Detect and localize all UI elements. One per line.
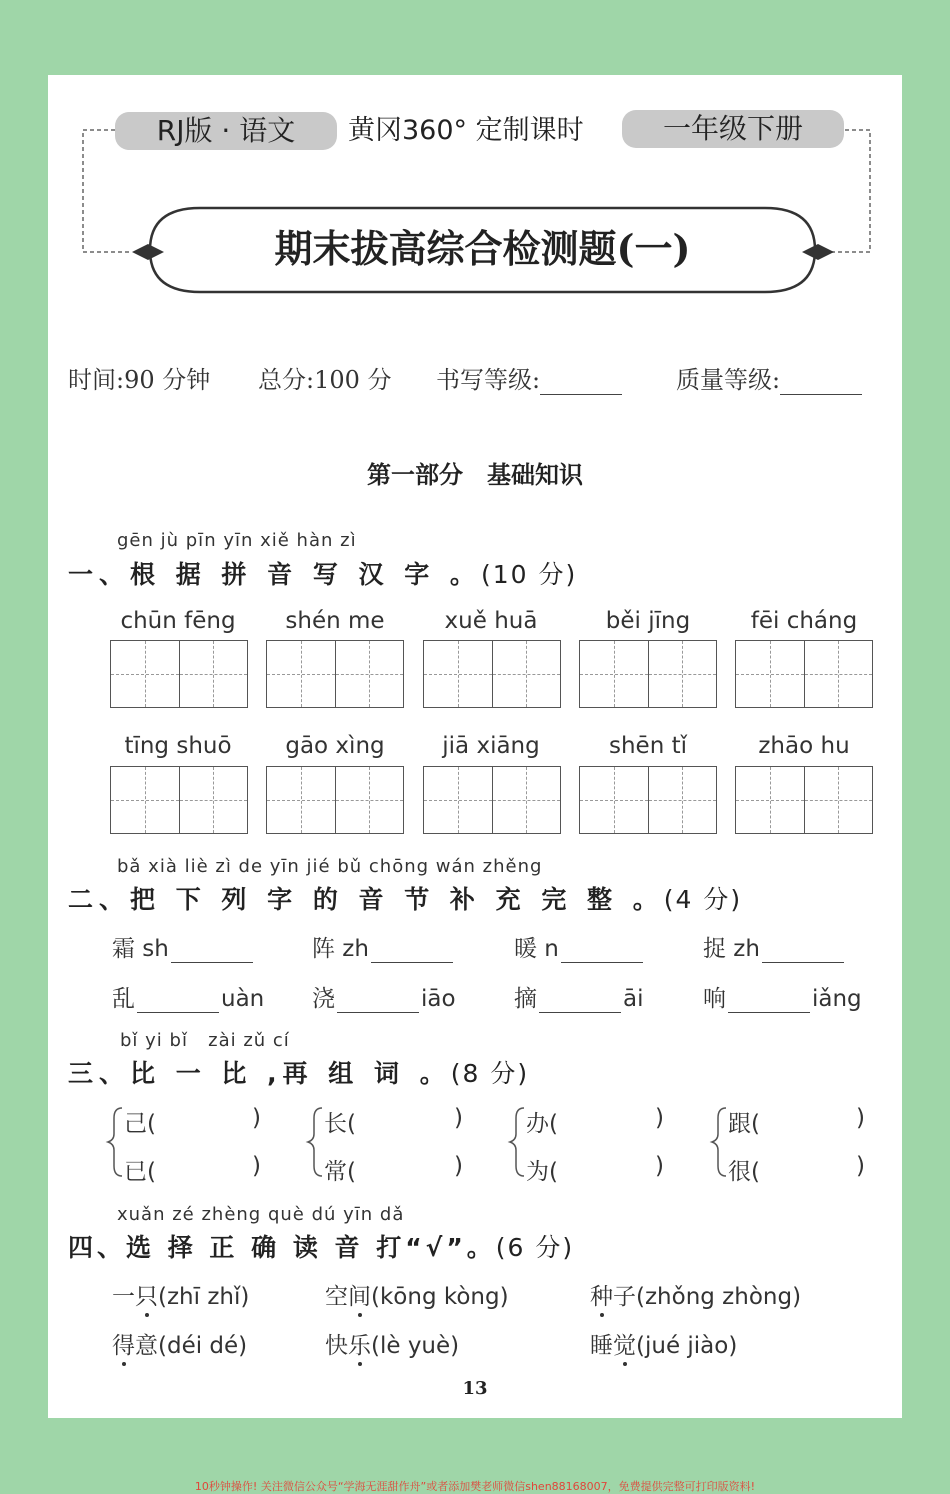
q3-char: 常( [324, 1159, 356, 1185]
q2-item [112, 930, 255, 963]
q2-item [112, 980, 264, 1013]
q4-item[interactable] [112, 1327, 247, 1360]
q3-close: ) [252, 1153, 261, 1179]
q3-title [68, 1054, 529, 1090]
q1-pinyin-label: běi jīng [605, 608, 691, 634]
q2-prefix: 乱 [112, 986, 135, 1012]
q1-title [68, 555, 577, 591]
q1-pinyin-label: xuě huā [444, 608, 538, 634]
writing-label: 书写等级: [436, 366, 541, 394]
q3-char: 办( [526, 1111, 558, 1137]
q1-score: (10 分) [480, 560, 578, 589]
q3-close: ) [856, 1105, 865, 1131]
q2-suffix: iǎng [812, 986, 862, 1012]
q4-dotted-char: 觉 [613, 1333, 636, 1359]
q4-options: (jué jiào) [636, 1333, 738, 1359]
q4-options: 意(déi dé) [135, 1333, 248, 1359]
q4-options: 子(zhǒng zhòng) [613, 1284, 802, 1310]
q4-options: (lè yuè) [371, 1333, 460, 1359]
q4-text: 空 [325, 1284, 348, 1310]
writing-grid[interactable] [735, 766, 873, 834]
q2-prefix: 捉 zh [703, 936, 760, 962]
answer-blank[interactable] [762, 938, 844, 963]
q1-pinyin-label: shēn tǐ [608, 733, 687, 759]
q3-pinyin: bǐ yi bǐ zài zǔ cí [120, 1030, 290, 1051]
q2-item [514, 930, 645, 963]
answer-blank[interactable] [539, 988, 621, 1013]
part-heading: 第一部分 基础知识 [367, 461, 583, 489]
writing-blank[interactable] [540, 366, 622, 395]
writing-grid[interactable] [110, 766, 248, 834]
q1-pinyin-label: chūn fēng [120, 608, 236, 634]
q3-close: ) [454, 1105, 463, 1131]
edition-pill [115, 112, 337, 150]
q2-score: (4 分) [663, 885, 743, 914]
q3-close: ) [655, 1153, 664, 1179]
q2-item [514, 980, 643, 1013]
answer-blank[interactable] [561, 938, 643, 963]
page-title: 期末拔高综合检测题(一) [274, 226, 691, 271]
grade-pill [622, 110, 844, 148]
answer-blank[interactable] [137, 988, 219, 1013]
answer-blank[interactable] [171, 938, 253, 963]
q1-pinyin-label: jiā xiāng [442, 733, 540, 759]
q4-item[interactable] [325, 1278, 509, 1311]
q2-suffix: iāo [421, 986, 456, 1012]
answer-blank[interactable] [371, 938, 453, 963]
writing-grid[interactable] [423, 766, 561, 834]
q1-pinyin-label: tīng shuō [124, 733, 232, 759]
q2-prefix: 响 [703, 986, 726, 1012]
q2-item [312, 930, 455, 963]
q4-text: 睡 [590, 1333, 613, 1359]
q4-options: (kōng kòng) [371, 1284, 509, 1310]
q3-title-text: 三、比 一 比 ,再 组 词 。 [68, 1059, 451, 1088]
title-banner [150, 208, 815, 290]
q2-suffix: āi [623, 986, 644, 1012]
q3-char: 已( [124, 1159, 156, 1185]
q2-item [703, 980, 862, 1013]
q2-prefix: 暖 n [514, 936, 559, 962]
q1-title-text: 一、根 据 拼 音 写 汉 字 。 [68, 560, 481, 589]
q3-char: 长( [324, 1111, 356, 1137]
q2-prefix: 浇 [312, 986, 335, 1012]
time-info: 时间:90 分钟 [68, 366, 211, 394]
quality-blank[interactable] [780, 366, 862, 395]
q3-char: 己( [124, 1111, 156, 1137]
writing-grid[interactable] [579, 640, 717, 708]
q2-item [312, 980, 456, 1013]
answer-blank[interactable] [337, 988, 419, 1013]
q4-dotted-char: 间 [348, 1284, 371, 1310]
q4-score: (6 分) [495, 1233, 575, 1262]
q4-dotted-char: 得 [112, 1333, 135, 1359]
q2-prefix: 摘 [514, 986, 537, 1012]
total-info: 总分:100 分 [258, 366, 392, 394]
q4-item[interactable] [112, 1278, 249, 1311]
q3-close: ) [252, 1105, 261, 1131]
q2-prefix: 霜 sh [112, 936, 169, 962]
footer-notice: 10秒钟操作! 关注微信公众号“学海无涯甜作舟”或者添加樊老师微信shen88168007，免费提供完整可打印版资料! [194, 1480, 756, 1493]
q2-suffix: uàn [221, 986, 265, 1012]
q4-item[interactable] [325, 1327, 459, 1360]
q3-char: 为( [526, 1159, 558, 1185]
quality-label: 质量等级: [676, 366, 781, 394]
writing-grid[interactable] [266, 766, 404, 834]
edition-label: RJ版 · 语文 [156, 114, 296, 147]
quality-grade [676, 360, 862, 395]
writing-grid[interactable] [266, 640, 404, 708]
series-label: 黄冈360° 定制课时 [348, 115, 584, 146]
q1-pinyin-label: fēi cháng [750, 608, 858, 634]
q4-text: 一 [112, 1284, 135, 1310]
q2-title-text: 二、把 下 列 字 的 音 节 补 充 完 整 。 [68, 885, 664, 914]
q3-char: 跟( [728, 1111, 760, 1137]
q3-close: ) [856, 1153, 865, 1179]
q4-options: (zhī zhǐ) [158, 1284, 250, 1310]
writing-grid[interactable] [110, 640, 248, 708]
q4-item[interactable] [590, 1327, 737, 1360]
q4-item[interactable] [590, 1278, 801, 1311]
q2-pinyin: bǎ xià liè zì de yīn jié bǔ chōng wán zhěng [117, 856, 543, 877]
q2-prefix: 阵 zh [312, 936, 369, 962]
q4-dotted-char: 种 [590, 1284, 613, 1310]
q4-dotted-char: 只 [135, 1284, 158, 1310]
q4-title-text: 四、选 择 正 确 读 音 打“√”。 [68, 1233, 496, 1262]
q1-pinyin: gēn jù pīn yīn xiě hàn zì [117, 530, 357, 551]
q4-dotted-char: 乐 [348, 1333, 371, 1359]
q3-score: (8 分) [450, 1059, 530, 1088]
page-number: 13 [462, 1378, 488, 1399]
writing-grade [436, 360, 622, 395]
q3-char: 很( [728, 1159, 760, 1185]
q3-close: ) [454, 1153, 463, 1179]
writing-grid[interactable] [579, 766, 717, 834]
writing-grid[interactable] [423, 640, 561, 708]
q1-pinyin-label: shén me [285, 608, 385, 634]
q2-item [703, 930, 846, 963]
q4-title [68, 1228, 574, 1264]
q1-pinyin-label: zhāo hu [758, 733, 850, 759]
q1-pinyin-label: gāo xìng [285, 733, 385, 759]
grade-label: 一年级下册 [662, 112, 803, 145]
answer-blank[interactable] [728, 988, 810, 1013]
q3-close: ) [655, 1105, 664, 1131]
writing-grid[interactable] [735, 640, 873, 708]
q4-text: 快 [325, 1333, 348, 1359]
q4-pinyin: xuǎn zé zhèng què dú yīn dǎ [117, 1204, 405, 1225]
q2-title [68, 880, 742, 916]
